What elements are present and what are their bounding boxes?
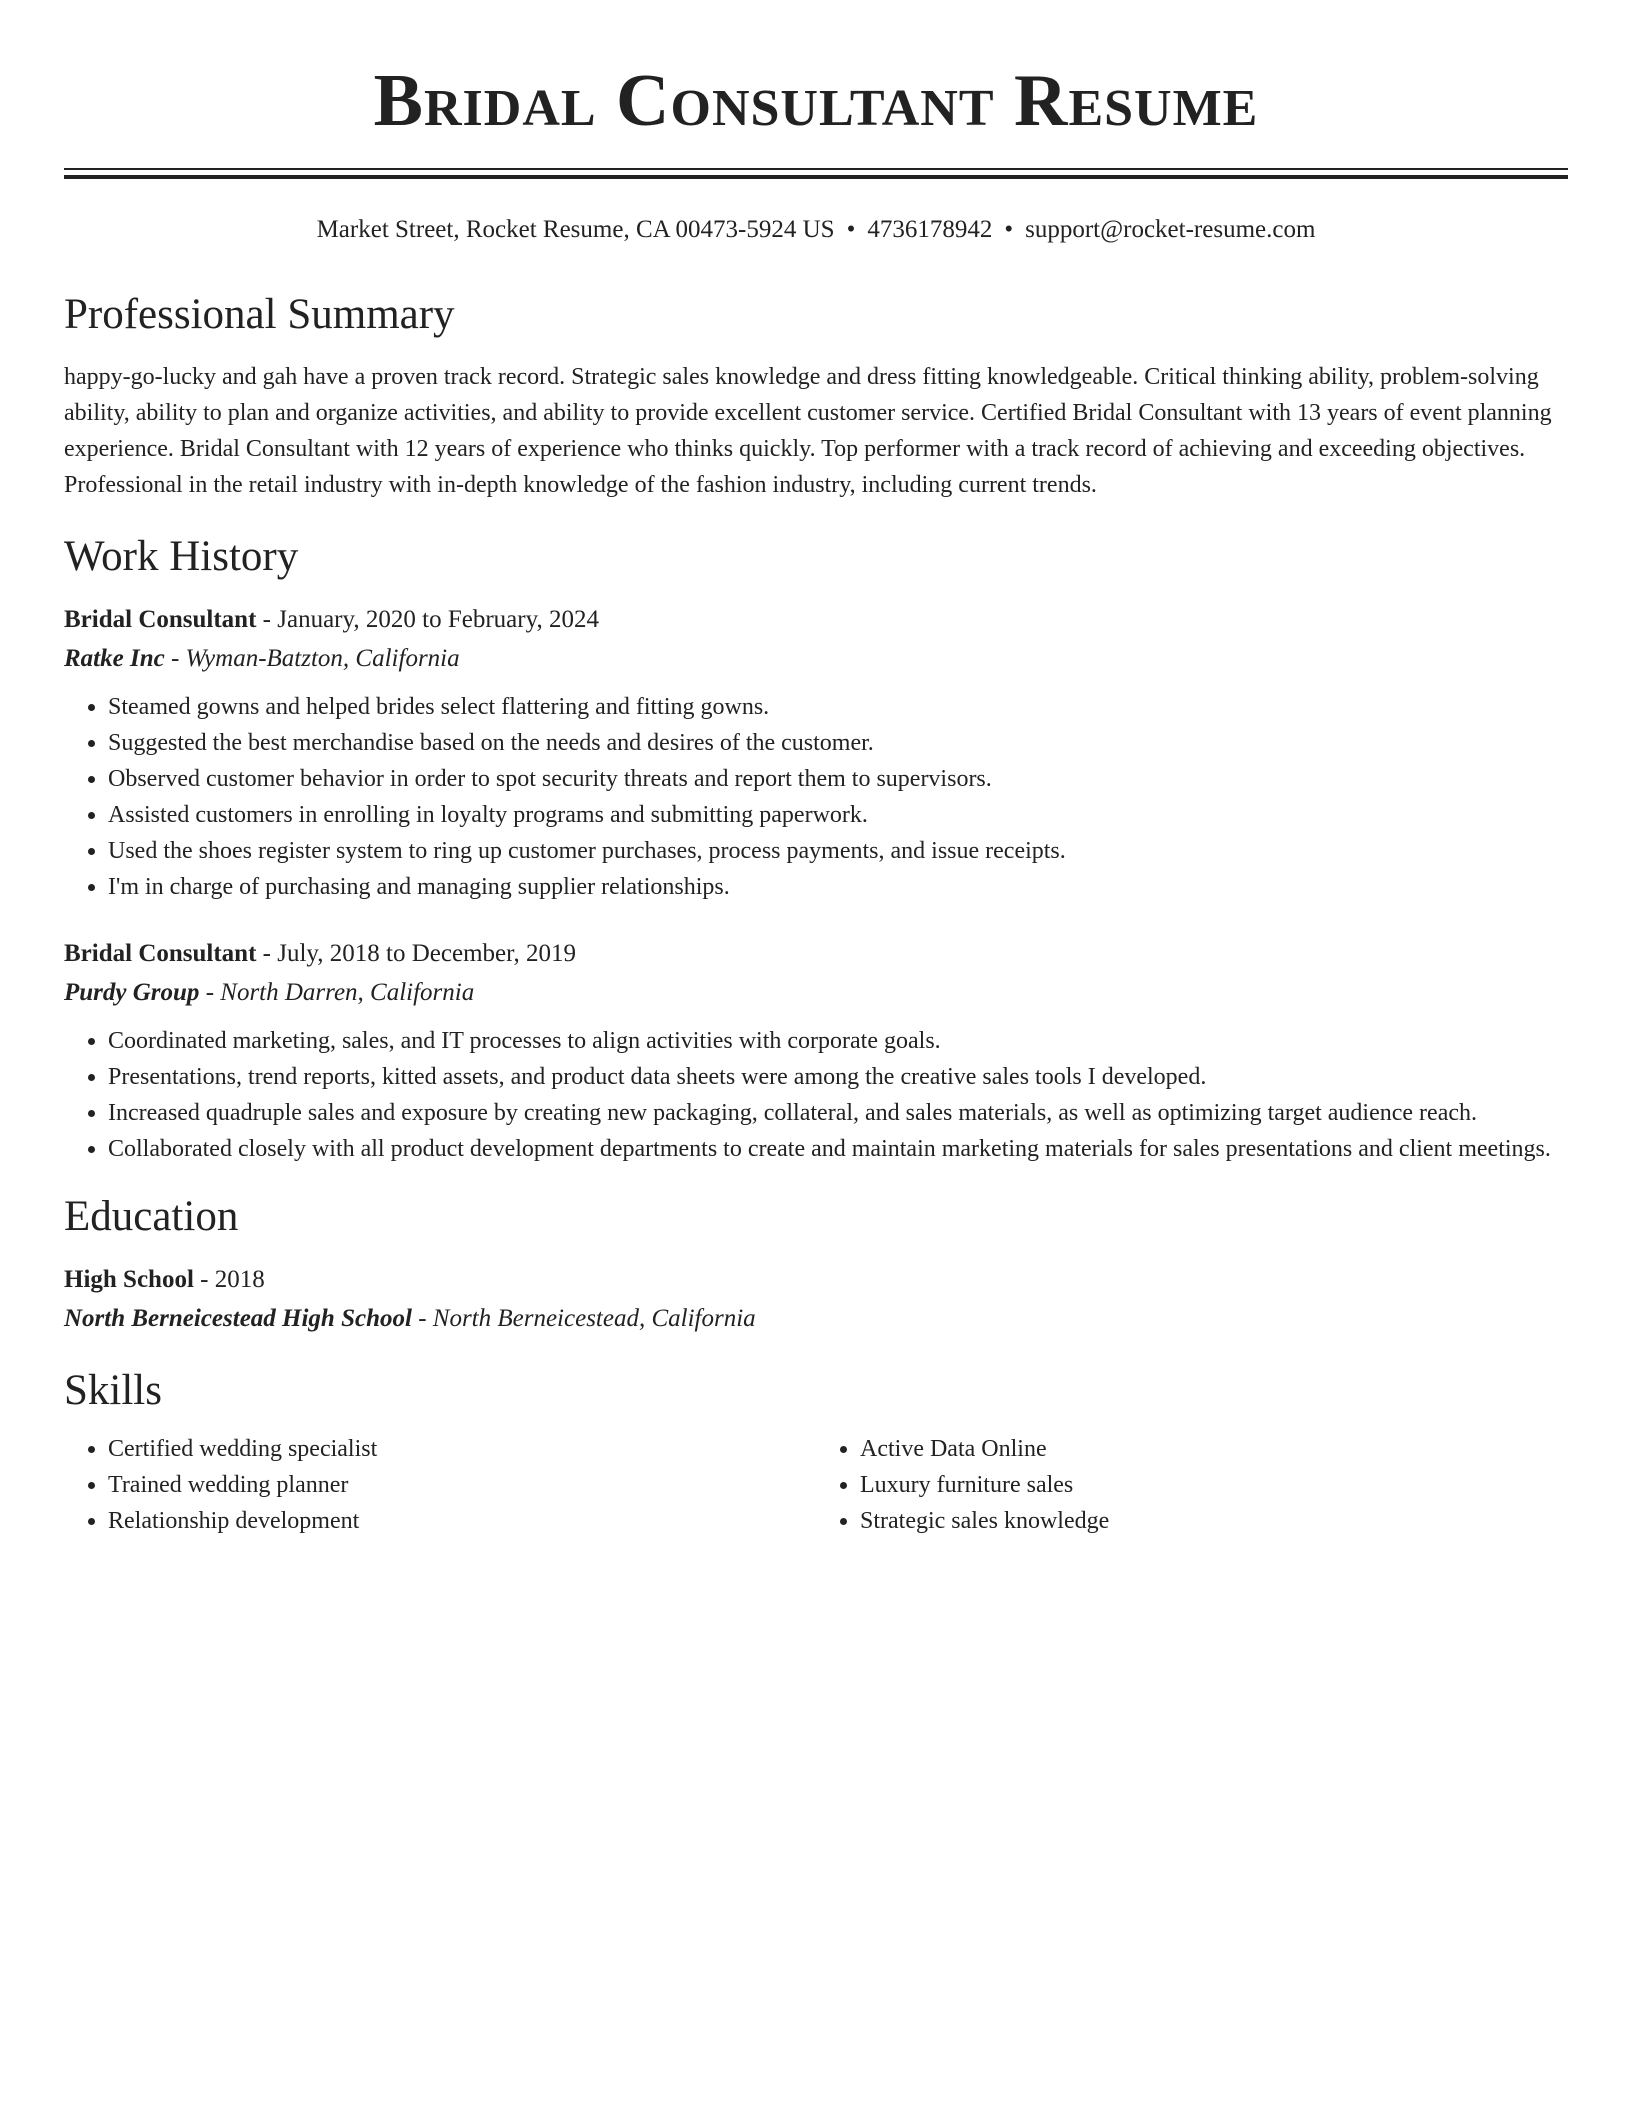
job-duty: • Steamed gowns and helped brides select flattering and fitting gowns. (108, 689, 1568, 725)
contact-phone: 4736178942 (867, 216, 993, 243)
education-degree: High School (64, 1266, 194, 1293)
skills-columns (64, 1431, 1568, 1539)
title-divider-thin (64, 168, 1568, 170)
job-company-line (64, 973, 1568, 1013)
skill-item: • Active Data Online (860, 1431, 1568, 1467)
contact-separator: • (846, 216, 856, 243)
education-entry (64, 1261, 1568, 1339)
job-duty: • I'm in charge of purchasing and managing supplier relationships. (108, 869, 1568, 905)
contact-email: support@rocket-resume.com (1025, 216, 1316, 243)
education-school: North Berneicestead High School (64, 1305, 412, 1332)
job-dates: - July, 2018 to December, 2019 (256, 940, 576, 967)
skills-list-left (64, 1431, 816, 1539)
education-location: - North Berneicestead, California (411, 1305, 756, 1332)
contact-line (64, 213, 1568, 247)
skills-list-right (816, 1431, 1568, 1539)
job-title: Bridal Consultant (64, 606, 257, 633)
job-duty: • Presentations, trend reports, kitted assets, and product data sheets were among the creative sales tools I developed. (108, 1059, 1568, 1095)
resume-title: Bridal Consultant Resume (373, 60, 1259, 142)
job-duty: • Suggested the best merchandise based on the needs and desires of the customer. (108, 725, 1568, 761)
work-history-heading: Work History (64, 533, 299, 580)
job-title-line (64, 601, 1568, 639)
contact-address: Market Street, Rocket Resume, CA 00473-5924 US (316, 216, 835, 243)
job-dates: - January, 2020 to February, 2024 (256, 606, 599, 633)
skills-heading: Skills (64, 1367, 162, 1414)
job-duty: • Used the shoes register system to ring up customer purchases, process payments, and issue receipts. (108, 833, 1568, 869)
job-duty: • Coordinated marketing, sales, and IT processes to align activities with corporate goals. (108, 1023, 1568, 1059)
job-company-line (64, 639, 1568, 679)
job-duty: • Collaborated closely with all product development departments to create and maintain marketing materials for sales presentations and client meetings. (108, 1131, 1568, 1167)
job-duties-list (64, 1023, 1568, 1167)
job-duties-list (64, 689, 1568, 905)
job-duty: • Increased quadruple sales and exposure by creating new packaging, collateral, and sales materials, as well as optimizing target audience reach. (108, 1095, 1568, 1131)
job-entry (64, 935, 1568, 1167)
job-entry (64, 601, 1568, 905)
summary-heading: Professional Summary (64, 291, 455, 338)
job-duty: • Observed customer behavior in order to spot security threats and report them to supervisors. (108, 761, 1568, 797)
skill-item: • Strategic sales knowledge (860, 1503, 1568, 1539)
job-title-line (64, 935, 1568, 973)
skill-item: • Relationship development (108, 1503, 816, 1539)
education-year: - 2018 (193, 1266, 265, 1293)
skill-item: • Trained wedding planner (108, 1467, 816, 1503)
job-duty: • Assisted customers in enrolling in loyalty programs and submitting paperwork. (108, 797, 1568, 833)
title-divider-thick (64, 175, 1568, 179)
job-company: Purdy Group (64, 979, 200, 1006)
contact-separator: • (1004, 216, 1014, 243)
job-location: - Wyman-Batzton, California (164, 645, 460, 672)
job-title: Bridal Consultant (64, 940, 257, 967)
job-company: Ratke Inc (64, 645, 165, 672)
job-location: - North Darren, California (199, 979, 475, 1006)
skill-item: • Certified wedding specialist (108, 1431, 816, 1467)
education-degree-line (64, 1261, 1568, 1299)
education-school-line (64, 1299, 1568, 1339)
skill-item: • Luxury furniture sales (860, 1467, 1568, 1503)
summary-text: happy-go-lucky and gah have a proven track record. Strategic sales knowledge and dress fitting knowledgeable. Critical thinking ability, problem-solving ability, ability to plan and organize activities, and ability to provide excellent customer service. Certified Bridal Consultant with 13 years of event planning experience. Bridal Consultant with 12 years of experience who thinks quickly. Top performer with a track record of achieving and exceeding objectives. Professional in the retail industry with in-depth knowledge of the fashion industry, including current trends. (64, 364, 1552, 498)
education-heading: Education (64, 1193, 239, 1240)
